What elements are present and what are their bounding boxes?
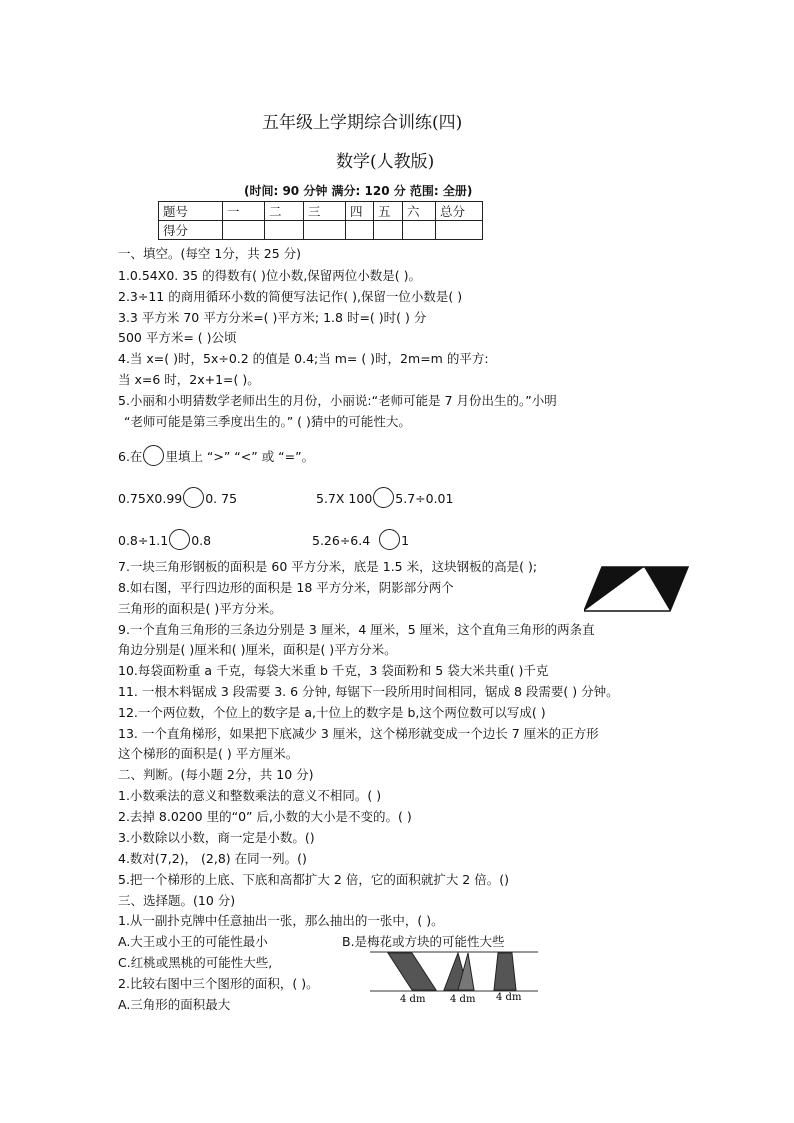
score-cell	[374, 221, 403, 240]
question: 13. 一个直角梯形，如果把下底减少 3 厘米，这个梯形就变成一个边长 7 厘米的正方形	[118, 726, 599, 741]
comparison-left: 5.26÷6.4	[312, 533, 371, 548]
question: 当 x=6 时，2x+1=( )。	[118, 372, 260, 387]
question: 10.每袋面粉重 a 千克，每袋大米重 b 千克，3 袋面粉和 5 袋大米共重( )千克	[118, 663, 549, 678]
table-cell: 五	[374, 202, 403, 221]
comparison	[316, 487, 453, 509]
section2-heading: 二、判断。(每小题 2分，共 10 分)	[118, 767, 314, 782]
question: 1.从一副扑克牌中任意抽出一张，那么抽出的一张中，( )。	[118, 913, 444, 928]
table-cell: 四	[346, 202, 374, 221]
shape-parallelogram	[388, 953, 436, 990]
compare-circle-icon[interactable]	[379, 529, 400, 550]
score-cell	[403, 221, 436, 240]
exam-subject: 数学(人教版)	[336, 152, 435, 172]
comparison	[118, 529, 211, 551]
question-text: 6.在	[118, 449, 143, 464]
score-cell	[436, 221, 483, 240]
table-cell: 二	[265, 202, 304, 221]
option: C.红桃或黑桃的可能性大些,	[118, 955, 273, 970]
score-cell	[223, 221, 265, 240]
question: 4.数对(7,2)， (2,8) 在同一列。()	[118, 851, 307, 866]
question: 2.比较右图中三个图形的面积，( )。	[118, 976, 319, 991]
dimension-label: 4 dm	[450, 994, 476, 1005]
option: B.是梅花或方块的可能性大些	[342, 934, 505, 949]
question: 9.一个直角三角形的三条边分别是 3 厘米，4 厘米，5 厘米，这个直角三角形的两条直	[118, 622, 595, 637]
shapes-area-figure	[370, 948, 538, 1008]
option: A.三角形的面积最大	[118, 997, 231, 1012]
question: 8.如右图，平行四边形的面积是 18 平方分米，阴影部分两个	[118, 580, 454, 595]
comparison-left: 5.7X 100	[316, 491, 373, 506]
section3-heading: 三、选择题。(10 分)	[118, 893, 236, 908]
score-cell	[304, 221, 346, 240]
question: 2.去掉 8.0200 里的“0” 后,小数的大小是不变的。( )	[118, 809, 412, 824]
comparison-right: 0. 75	[205, 491, 238, 506]
comparison-right: 0.8	[191, 533, 212, 548]
table-cell: 一	[223, 202, 265, 221]
question: 角边分别是( )厘米和( )厘米，面积是( )平方分米。	[118, 642, 397, 657]
question: 12.一个两位数，个位上的数字是 a,十位上的数字是 b,这个两位数可以写成( )	[118, 705, 546, 720]
question: 3.3 平方米 70 平方分米=( )平方米; 1.8 时=( )时( ) 分	[118, 310, 427, 325]
question: 5.把一个梯形的上底、下底和高都扩大 2 倍，它的面积就扩大 2 倍。()	[118, 872, 509, 887]
question: 5.小丽和小明猜数学老师出生的月份，小丽说:“老师可能是 7 月份出生的。”小明	[118, 393, 557, 408]
table-cell: 得分	[159, 221, 223, 240]
parallelogram-figure	[584, 564, 690, 614]
question: 7.一块三角形钢板的面积是 60 平方分米，底是 1.5 米，这块钢板的高是( );	[118, 559, 538, 574]
option: A.大王或小王的可能性最小	[118, 934, 268, 949]
question: 1.小数乘法的意义和整数乘法的意义不相同。( )	[118, 788, 382, 803]
score-table	[158, 201, 483, 240]
table-cell: 总分	[436, 202, 483, 221]
question: 这个梯形的面积是( ) 平方厘米。	[118, 746, 299, 761]
question: “老师可能是第三季度出生的。” ( )猜中的可能性大。	[124, 414, 411, 429]
question: 3.小数除以小数，商一定是小数。()	[118, 830, 315, 845]
table-cell: 六	[403, 202, 436, 221]
question: 500 平方米= ( )公顷	[118, 330, 237, 345]
comparison-right: 1	[401, 533, 410, 548]
table-cell: 题号	[159, 202, 223, 221]
question-text: 里填上 “>” “<” 或 “=”。	[165, 449, 315, 464]
table-cell: 三	[304, 202, 346, 221]
exam-title: 五年级上学期综合训练(四)	[262, 113, 463, 133]
comparison	[118, 487, 237, 509]
compare-circle-icon	[143, 445, 164, 466]
score-cell	[346, 221, 374, 240]
question: 三角形的面积是( )平方分米。	[118, 601, 282, 616]
dimension-label: 4 dm	[496, 992, 522, 1003]
comparison-left: 0.75X0.99	[118, 491, 183, 506]
dimension-label: 4 dm	[400, 994, 426, 1005]
question: 11. 一根木料锯成 3 段需要 3. 6 分钟, 每锯下一段所用时间相同，锯成 8 段需要( ) 分钟。	[118, 684, 619, 699]
score-cell	[265, 221, 304, 240]
question: 1.0.54X0. 35 的得数有( )位小数,保留两位小数是( )。	[118, 268, 422, 283]
comparison-left: 0.8÷1.1	[118, 533, 169, 548]
compare-circle-icon[interactable]	[183, 487, 204, 508]
exam-info: (时间: 90 分钟 满分: 120 分 范围: 全册)	[244, 184, 473, 198]
section1-heading: 一、填空。(每空 1分，共 25 分)	[118, 246, 302, 261]
compare-circle-icon[interactable]	[169, 529, 190, 550]
comparison	[312, 529, 409, 551]
shape-trapezoid	[494, 953, 516, 990]
comparison-right: 5.7÷0.01	[395, 491, 454, 506]
question	[118, 445, 314, 467]
question: 4.当 x=( )时，5x÷0.2 的值是 0.4;当 m= ( )时，2m=m 的平方:	[118, 351, 489, 366]
question: 2.3÷11 的商用循环小数的简便写法记作( ),保留一位小数是( )	[118, 289, 463, 304]
score-table-header-row	[159, 202, 483, 221]
compare-circle-icon[interactable]	[373, 487, 394, 508]
score-table-score-row	[159, 221, 483, 240]
